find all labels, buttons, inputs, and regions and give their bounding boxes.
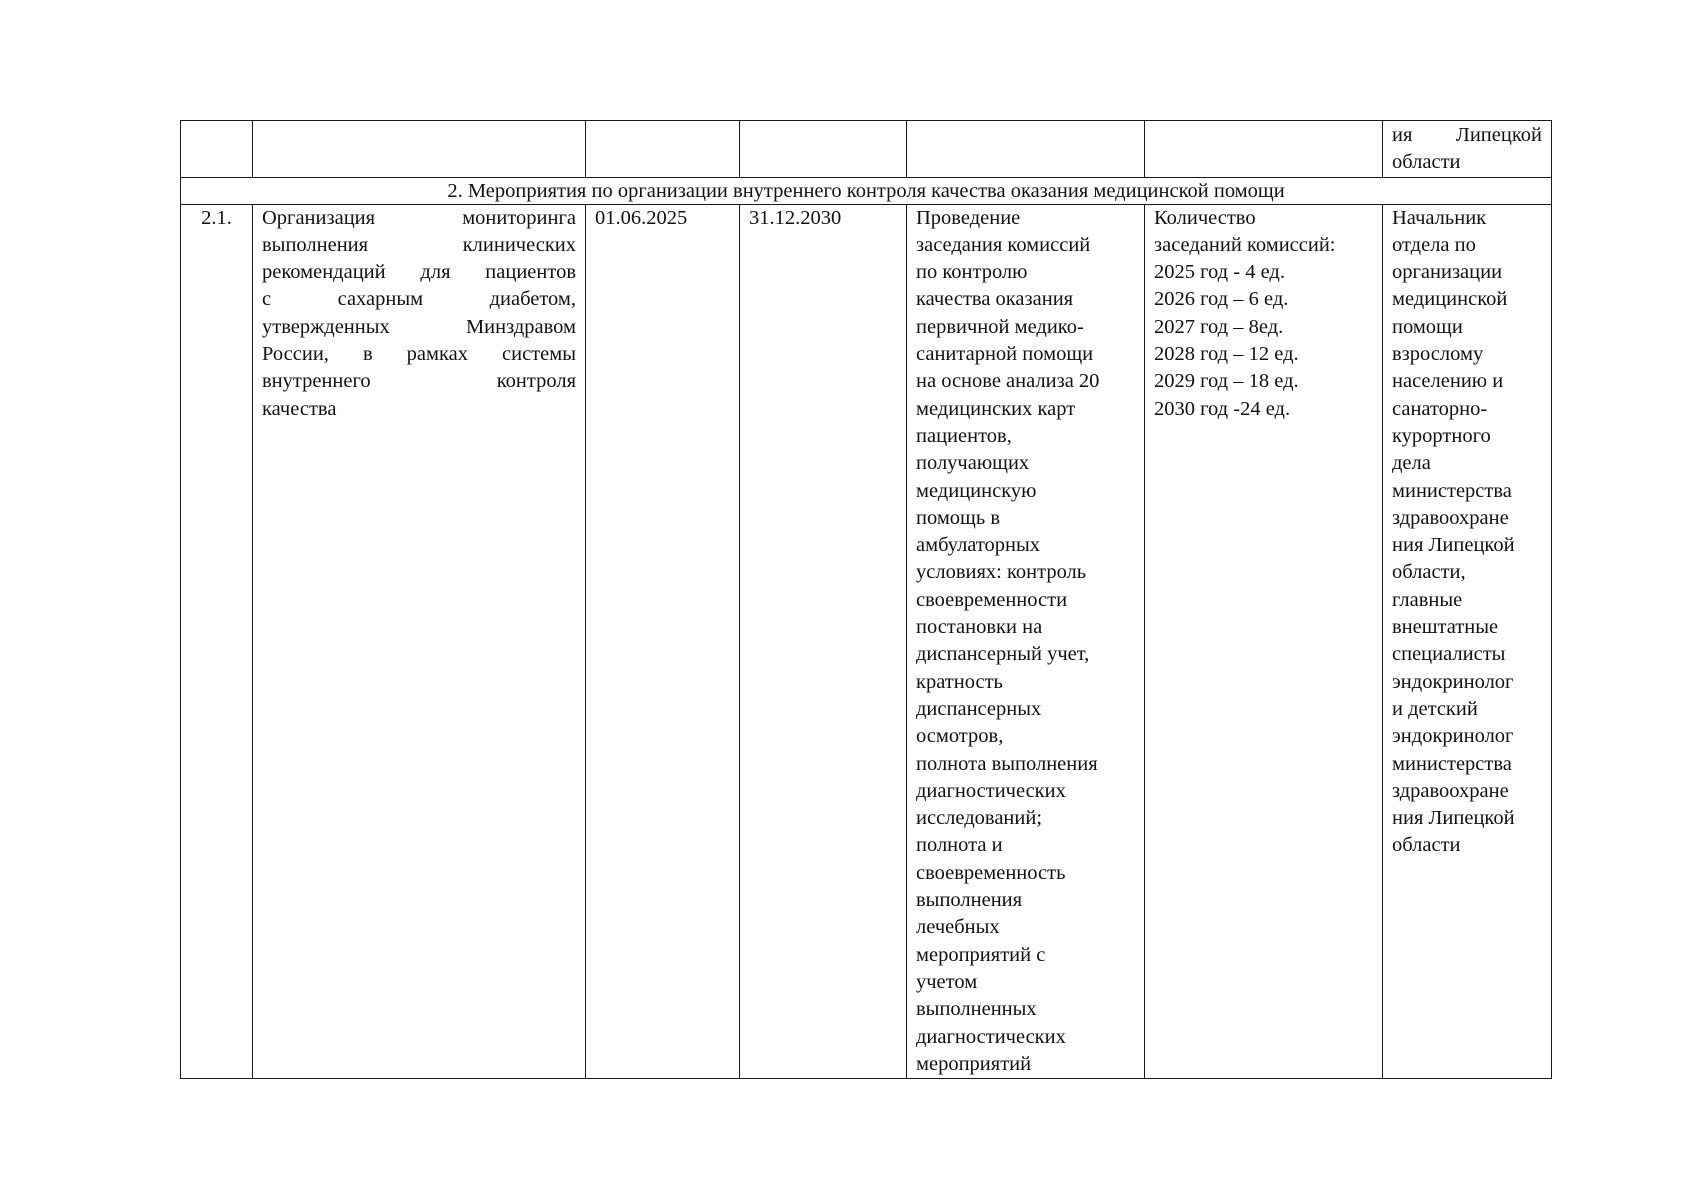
responsible-lines-line: курортного xyxy=(1392,424,1491,447)
responsible-lines-line: области xyxy=(1392,834,1461,857)
result-lines-line: диспансерный учет, xyxy=(916,643,1090,666)
cont-cell-responsible xyxy=(1383,121,1552,178)
cont-responsible-line2: области xyxy=(1392,151,1461,174)
responsible-lines-line: отдела по xyxy=(1392,233,1476,256)
result-lines-line: первичной медико- xyxy=(916,315,1084,338)
indicator-lines-line: 2028 год – 12 ед. xyxy=(1154,343,1299,366)
result-lines-line: учетом xyxy=(916,970,978,993)
responsible-lines-line: главные xyxy=(1392,588,1463,611)
continuation-row xyxy=(181,121,1552,178)
responsible-lines-line: населению и xyxy=(1392,370,1504,393)
result-lines-line: амбулаторных xyxy=(916,534,1041,557)
indicator-lines-line: 2026 год – 6 ед. xyxy=(1154,288,1289,311)
responsible-lines-line: области, xyxy=(1392,561,1466,584)
result-lines-line: медицинских карт xyxy=(916,397,1076,420)
result-lines-line: по контролю xyxy=(916,261,1028,284)
result-lines-line: лечебных xyxy=(916,916,1000,939)
name-lines-line: утвержденных Минздравом xyxy=(262,315,576,338)
responsible-lines-line: министерства xyxy=(1392,479,1512,502)
result-lines-line: полнота и xyxy=(916,834,1003,857)
responsible-lines-line: организации xyxy=(1392,261,1503,284)
responsible-lines-line: дела xyxy=(1392,452,1431,475)
cont-cell-number xyxy=(181,121,253,178)
cont-cell-start xyxy=(586,121,740,178)
result-lines-line: помощь в xyxy=(916,506,1000,529)
result-lines-line: получающих xyxy=(916,452,1030,475)
name-lines-line: с сахарным диабетом, xyxy=(262,288,576,311)
section-title: 2. Мероприятия по организации внутреннего контроля качества оказания медицинской помощи xyxy=(181,177,1552,204)
responsible-lines-line: министерства xyxy=(1392,752,1512,775)
responsible-lines-line: медицинской xyxy=(1392,288,1508,311)
result-lines-line: полнота выполнения xyxy=(916,752,1098,775)
responsible-lines-line: Начальник xyxy=(1392,206,1487,229)
cont-cell-indicator xyxy=(1145,121,1383,178)
responsible-lines-line: здравоохране xyxy=(1392,506,1509,529)
name-lines-line: качества xyxy=(262,397,337,420)
row-name xyxy=(253,204,586,1079)
cont-responsible-line1: ия Липецкой xyxy=(1392,124,1542,146)
name-lines-line: внутреннего контроля xyxy=(262,370,576,393)
responsible-lines-line: взрослому xyxy=(1392,343,1484,366)
indicator-lines-line: 2029 год – 18 ед. xyxy=(1154,370,1299,393)
row-end-date: 31.12.2030 xyxy=(740,204,907,1079)
cont-cell-result xyxy=(907,121,1145,178)
responsible-lines-line: специалисты xyxy=(1392,643,1506,666)
cont-cell-end xyxy=(740,121,907,178)
responsible-lines-line: и детский xyxy=(1392,697,1478,720)
result-lines-line: своевременности xyxy=(916,588,1068,611)
measures-table xyxy=(180,120,1552,1079)
result-lines-line: на основе анализа 20 xyxy=(916,370,1100,393)
responsible-lines-line: ния Липецкой xyxy=(1392,807,1515,830)
responsible-lines-line: помощи xyxy=(1392,315,1463,338)
row-result xyxy=(907,204,1145,1079)
table-row xyxy=(181,204,1552,1079)
result-lines-line: диспансерных xyxy=(916,697,1042,720)
indicator-lines-line: Количество xyxy=(1154,206,1256,229)
indicator-lines-line: 2030 год -24 ед. xyxy=(1154,397,1291,420)
name-lines-line: России, в рамках системы xyxy=(262,343,576,366)
name-lines-line: выполнения клинических xyxy=(262,233,576,256)
result-lines-line: Проведение xyxy=(916,206,1021,229)
result-lines-line: кратность xyxy=(916,670,1003,693)
result-lines-line: пациентов, xyxy=(916,424,1012,447)
result-lines-line: исследований; xyxy=(916,807,1043,830)
responsible-lines-line: санаторно- xyxy=(1392,397,1488,420)
result-lines-line: качества оказания xyxy=(916,288,1074,311)
cont-cell-name xyxy=(253,121,586,178)
responsible-lines-line: эндокринолог xyxy=(1392,725,1514,748)
indicator-lines-line: 2025 год - 4 ед. xyxy=(1154,261,1285,284)
row-start-date: 01.06.2025 xyxy=(586,204,740,1079)
name-lines-line: Организация мониторинга xyxy=(262,206,576,229)
name-lines-line: рекомендаций для пациентов xyxy=(262,261,576,284)
result-lines-line: заседания комиссий xyxy=(916,233,1091,256)
result-lines-line: условиях: контроль xyxy=(916,561,1087,584)
result-lines-line: диагностических xyxy=(916,779,1066,802)
row-responsible xyxy=(1383,204,1552,1079)
responsible-lines-line: внештатные xyxy=(1392,616,1499,639)
result-lines-line: диагностических xyxy=(916,1025,1066,1048)
result-lines-line: выполненных xyxy=(916,998,1037,1021)
result-lines-line: мероприятий с xyxy=(916,943,1046,966)
indicator-lines-line: заседаний комиссий: xyxy=(1154,233,1336,256)
result-lines-line: медицинскую xyxy=(916,479,1037,502)
result-lines-line: выполнения xyxy=(916,889,1023,912)
result-lines-line: санитарной помощи xyxy=(916,343,1094,366)
section-header-row xyxy=(181,177,1552,204)
result-lines-line: мероприятий xyxy=(916,1052,1032,1075)
indicator-lines-line: 2027 год – 8ед. xyxy=(1154,315,1284,338)
result-lines-line: осмотров, xyxy=(916,725,1004,748)
result-lines-line: своевременность xyxy=(916,861,1066,884)
responsible-lines-line: ния Липецкой xyxy=(1392,534,1515,557)
result-lines-line: постановки на xyxy=(916,616,1043,639)
responsible-lines-line: здравоохране xyxy=(1392,779,1509,802)
row-indicator xyxy=(1145,204,1383,1079)
responsible-lines-line: эндокринолог xyxy=(1392,670,1514,693)
row-number: 2.1. xyxy=(181,204,253,1079)
